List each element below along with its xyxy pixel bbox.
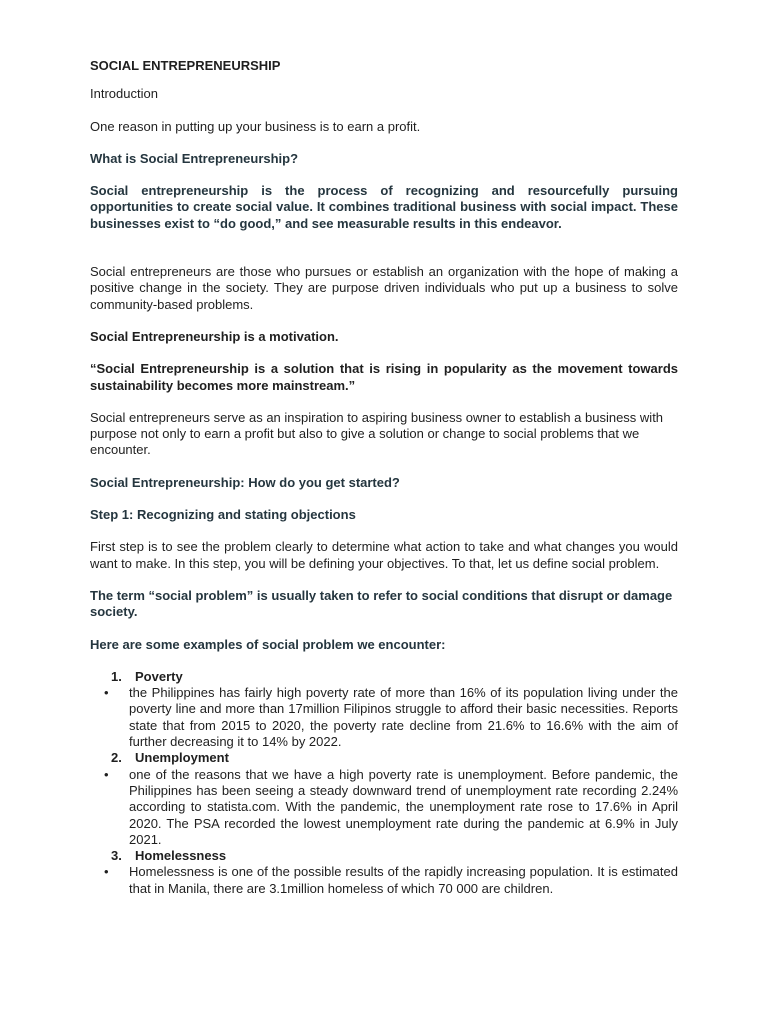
item-title: Poverty — [135, 668, 183, 684]
examples-list — [90, 669, 678, 897]
entrepreneurs-paragraph: Social entrepreneurs are those who pursues or establish an organization with the hope of making a positive change in the society. They are purpose driven individuals who put up a business to solve community-based problems. — [90, 264, 678, 312]
quote-paragraph: “Social Entrepreneurship is a solution that is rising in popularity as the movement towards sustainability becomes more mainstream.” — [90, 361, 678, 393]
list-item-poverty — [90, 669, 678, 750]
bullet-icon: • — [104, 864, 109, 880]
item-text: the Philippines has fairly high poverty rate of more than 16% of its population living under the poverty line and more than 17million Filipinos struggle to afford their basic necessities. Reports state that from 2015 to 2020, the poverty rate decline from 21.6% to 16.6% with the aim of further decreasing it to 14% by 2022. — [129, 685, 678, 750]
intro-heading: Introduction — [90, 86, 158, 102]
item-number: 1. — [111, 668, 122, 684]
motivation-heading: Social Entrepreneurship is a motivation. — [90, 328, 339, 344]
item-number: 3. — [111, 848, 122, 864]
item-title: Unemployment — [135, 750, 229, 766]
item-number: 2. — [111, 750, 122, 766]
step1-heading: Step 1: Recognizing and stating objections — [90, 507, 356, 523]
intro-text: One reason in putting up your business is to earn a profit. — [90, 118, 421, 134]
getting-started-heading: Social Entrepreneurship: How do you get started? — [90, 474, 400, 490]
item-text: one of the reasons that we have a high poverty rate is unemployment. Before pandemic, the Philippines has been seeing a steady downward trend of unemployment rate recording 2.24% according to statista.com. With the pandemic, the unemployment rate rose to 17.6% in April 2020. The PSA recorded the lowest unemployment rate during the pandemic at 6.9% in July 2021. — [129, 766, 678, 847]
item-text: Homelessness is one of the possible results of the rapidly increasing population. It is estimated that in Manila, there are 3.1million homeless of which 70 000 are children. — [129, 864, 678, 896]
list-item-homelessness — [90, 848, 678, 897]
what-is-heading: What is Social Entrepreneurship? — [90, 150, 299, 166]
definition-paragraph: Social entrepreneurship is the process of recognizing and resourcefully pursuing opportunities to create social value. It combines traditional business with social impact. These businesses exist to “do good,” and see measurable results in this endeavor. — [90, 183, 678, 231]
inspiration-paragraph: Social entrepreneurs serve as an inspiration to aspiring business owner to establish a business with purpose not only to earn a profit but also to give a solution or change to social problems that we encounter. — [90, 409, 664, 458]
bullet-icon: • — [104, 685, 109, 701]
bullet-icon: • — [104, 766, 109, 782]
step1-paragraph: First step is to see the problem clearly to determine what action to take and what changes you would want to make. In this step, you will be defining your objectives. To that, let us define social problem. — [90, 539, 678, 571]
document-title: SOCIAL ENTREPRENEURSHIP — [90, 58, 281, 73]
social-problem-definition: The term “social problem” is usually taken to refer to social conditions that disrupt or damage society. — [90, 587, 673, 620]
item-title: Homelessness — [135, 848, 227, 864]
examples-heading: Here are some examples of social problem we encounter: — [90, 636, 446, 652]
document-body — [90, 58, 678, 897]
list-item-unemployment — [90, 750, 678, 848]
